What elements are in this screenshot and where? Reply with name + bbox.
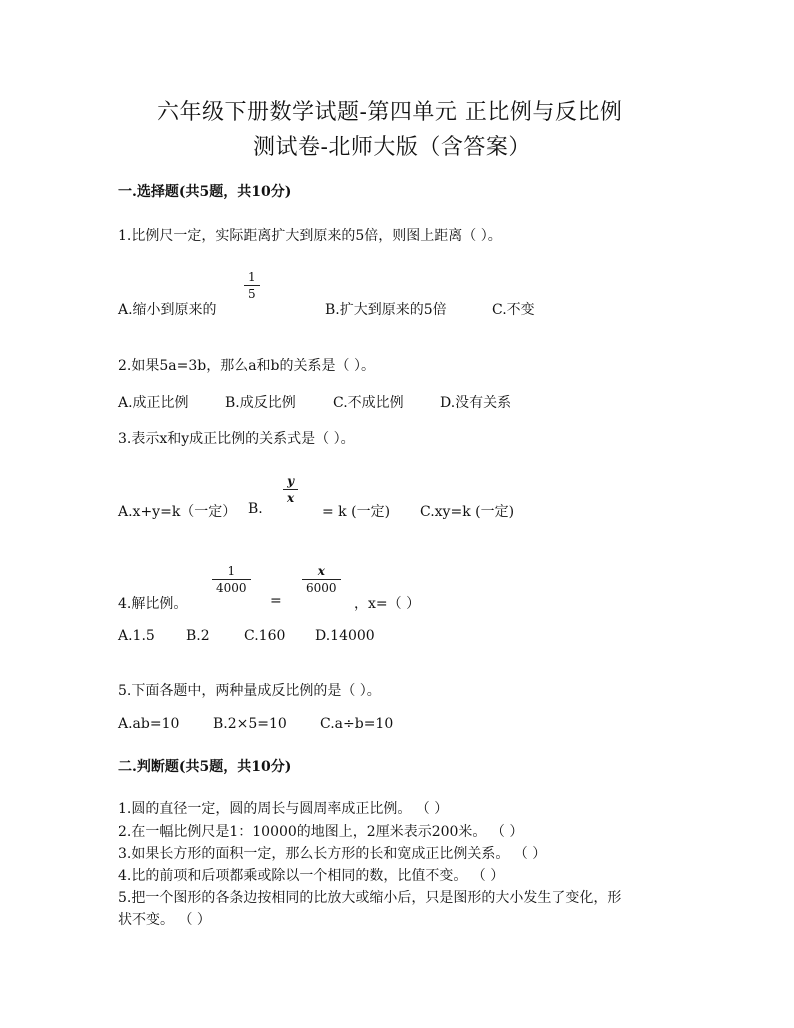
question-1-text: 1.比例尺一定，实际距离扩大到原来的5倍，则图上距离（ ）。: [118, 228, 502, 244]
fraction-denominator: 6000: [302, 579, 341, 595]
question-3-option-b-rest: = k (一定): [322, 504, 391, 520]
question-1-option-a: A.缩小到原来的: [118, 302, 217, 318]
question-4-fraction-right: [302, 564, 341, 595]
judgment-item-4: 4.比的前项和后项都乘或除以一个相同的数，比值不变。 （ ）: [118, 868, 505, 884]
document-title-line-1: 六年级下册数学试题-第四单元 正比例与反比例: [157, 100, 623, 125]
question-3-option-b-label: B.: [248, 501, 263, 517]
question-5-option-b: B.2×5=10: [213, 716, 287, 732]
question-5-text: 5.下面各题中，两种量成反比例的是（ ）。: [118, 683, 381, 699]
section-heading-choice: 一.选择题(共5题，共10分): [118, 184, 292, 200]
judgment-item-5-line-2: 状不变。 （ ）: [118, 912, 211, 928]
question-3-fraction: [283, 474, 298, 505]
question-1-option-c: C.不变: [492, 302, 535, 318]
question-4-option-a: A.1.5: [118, 628, 155, 644]
question-1-fraction: [244, 270, 260, 301]
question-2-option-a: A.成正比例: [118, 395, 189, 411]
question-4-prefix: 4.解比例。: [118, 596, 188, 612]
question-4-equals: =: [270, 593, 282, 609]
judgment-item-2: 2.在一幅比例尺是1：10000的地图上，2厘米表示200米。 （ ）: [118, 824, 524, 840]
question-3-option-a: A.x+y=k（一定）: [118, 504, 237, 520]
document-title-line-2: 测试卷-北师大版（含答案）: [253, 135, 531, 160]
question-1-option-b: B.扩大到原来的5倍: [325, 302, 447, 318]
fraction-denominator: 5: [244, 285, 260, 301]
question-2-option-d: D.没有关系: [440, 395, 512, 411]
question-5-option-c: C.a÷b=10: [320, 716, 394, 732]
question-4-option-c: C.160: [244, 628, 286, 644]
question-3-option-c: C.xy=k (一定): [420, 504, 515, 520]
fraction-numerator: x: [317, 564, 325, 578]
question-4-suffix: ，x=（ ）: [354, 596, 421, 612]
question-4-option-d: D.14000: [315, 628, 375, 644]
judgment-item-3: 3.如果长方形的面积一定，那么长方形的长和宽成正比例关系。 （ ）: [118, 846, 547, 862]
fraction-numerator: 1: [227, 564, 236, 578]
question-2-option-c: C.不成比例: [333, 395, 404, 411]
fraction-numerator: y: [287, 474, 295, 488]
question-4-option-b: B.2: [186, 628, 210, 644]
fraction-denominator: 4000: [212, 579, 251, 595]
section-heading-judgment: 二.判断题(共5题，共10分): [118, 759, 292, 775]
judgment-item-5-line-1: 5.把一个图形的各条边按相同的比放大或缩小后，只是图形的大小发生了变化，形: [118, 890, 622, 906]
question-2-text: 2.如果5a=3b，那么a和b的关系是（ ）。: [118, 358, 375, 374]
question-5-option-a: A.ab=10: [118, 716, 180, 732]
question-4-fraction-left: [212, 564, 251, 595]
judgment-item-1: 1.圆的直径一定，圆的周长与圆周率成正比例。 （ ）: [118, 801, 449, 817]
fraction-denominator: x: [287, 491, 295, 505]
fraction-numerator: 1: [248, 270, 256, 284]
question-2-option-b: B.成反比例: [225, 395, 296, 411]
question-3-text: 3.表示x和y成正比例的关系式是（ ）。: [118, 431, 355, 447]
